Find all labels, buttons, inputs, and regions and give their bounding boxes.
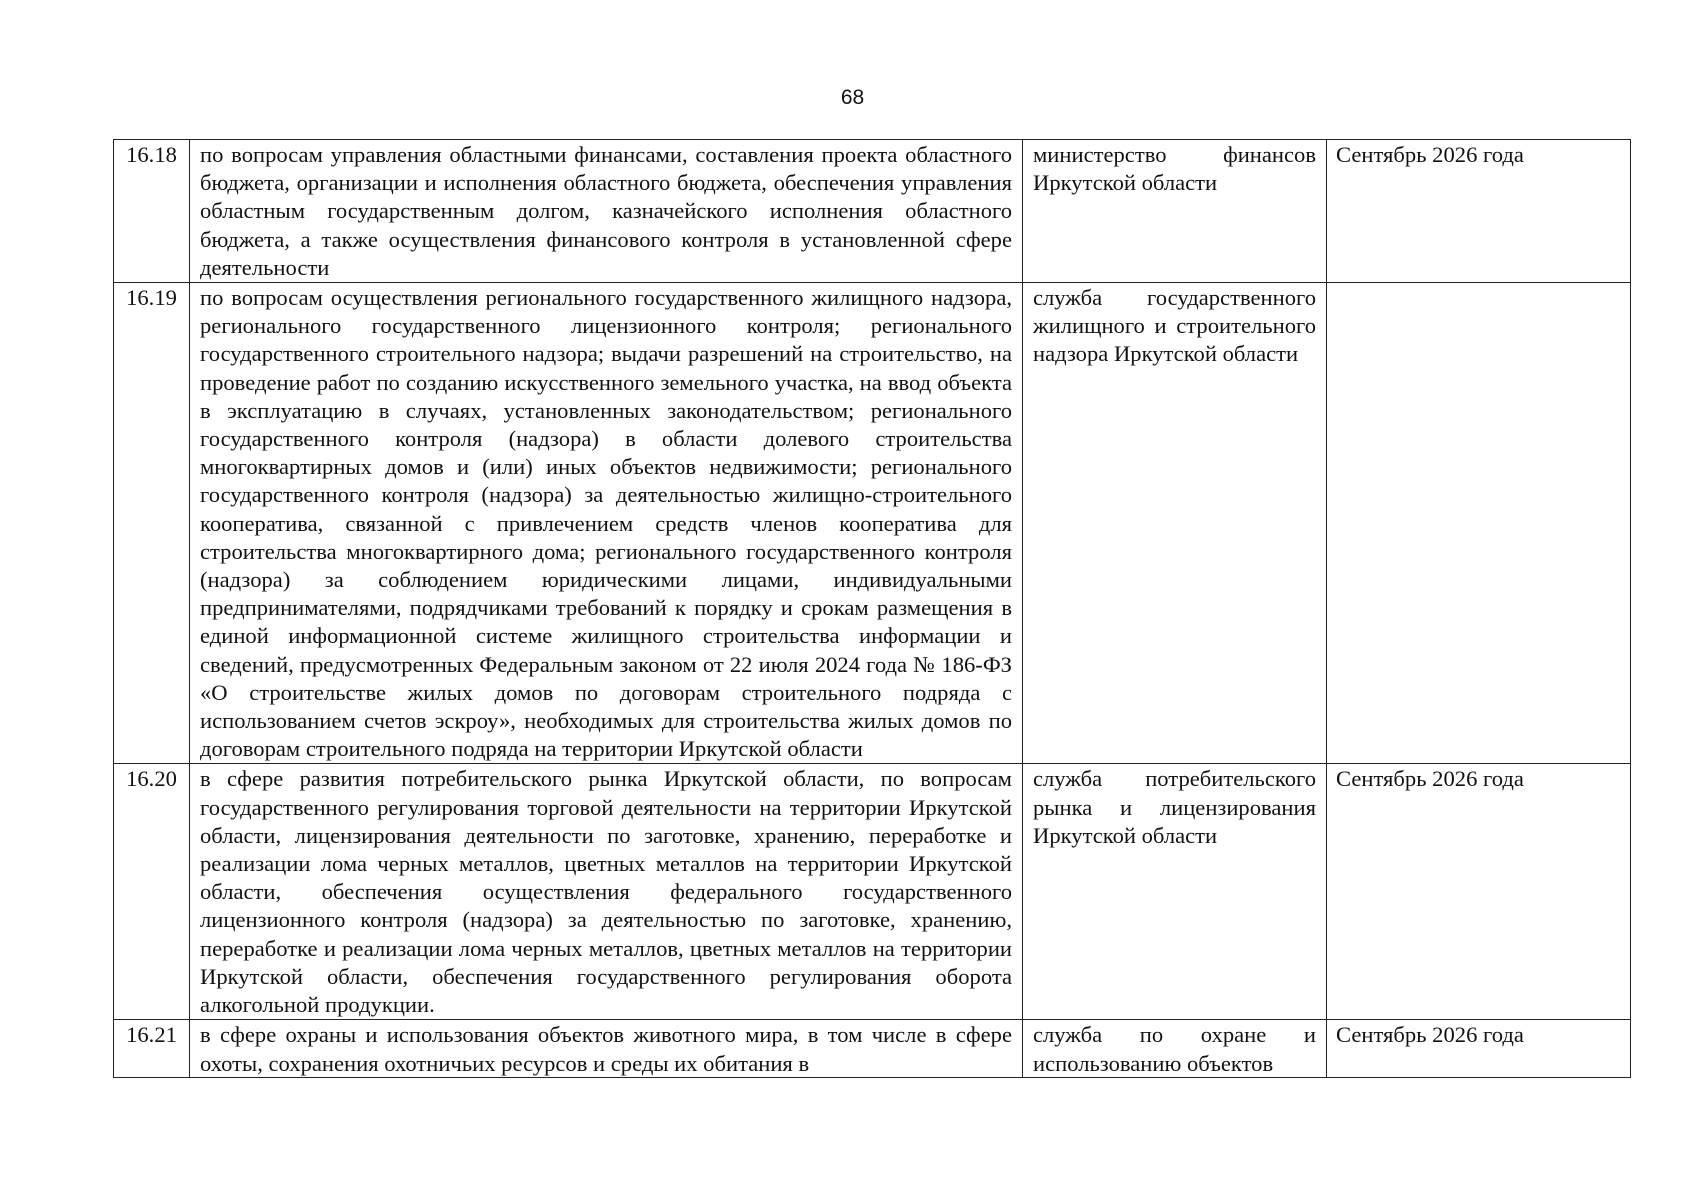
row-deadline xyxy=(1327,1020,1631,1078)
row-deadline: Сентябрь 2026 года xyxy=(1327,140,1631,283)
row-deadline-text: Сентябрь 2026 года xyxy=(1336,1022,1524,1048)
table-row xyxy=(114,764,1631,1020)
row-organization-text: служба по охране и использованию объектов xyxy=(1033,1022,1316,1076)
page-number: 68 xyxy=(840,86,865,109)
row-deadline: Сентябрь 2026 года xyxy=(1327,764,1631,1020)
measures-table xyxy=(113,139,1631,1078)
row-number: 16.20 xyxy=(114,764,190,1020)
row-description-text: в сфере охраны и использования объектов животного мира, в том числе в сфере охоты, сохранения охотничьих ресурсов и среды их обитания в xyxy=(200,1022,1012,1076)
row-number xyxy=(114,1020,190,1078)
table-row xyxy=(114,283,1631,764)
row-responsible-organization: служба потребительского рынка и лицензирования Иркутской области xyxy=(1023,764,1327,1020)
row-number: 16.19 xyxy=(114,283,190,764)
row-number-text: 16.21 xyxy=(126,1022,177,1048)
row-responsible-organization: служба государственного жилищного и строительного надзора Иркутской области xyxy=(1023,283,1327,764)
row-deadline xyxy=(1327,283,1631,764)
row-description xyxy=(190,1020,1023,1078)
table-row xyxy=(114,1020,1631,1078)
row-responsible-organization: министерство финансов Иркутской области xyxy=(1023,140,1327,283)
row-description: по вопросам осуществления регионального государственного жилищного надзора, регионального государственного лицензионного контроля; регионального государственного строительного надзора; выдачи разрешений на строительство, на проведение работ по созданию искусственного земельного участка, на ввод объекта в эксплуатацию в случаях, установленных законодательством; регионального государственного контроля (надзора) в области долевого строительства многоквартирных домов и (или) иных объектов недвижимости; регионального государственного контроля (надзора) за деятельностью жилищно-строительного кооператива, связанной с привлечением средств членов кооператива для строительства многоквартирного дома; регионального государственного контроля (надзора) за соблюдением юридическими лицами, индивидуальными предпринимателями, подрядчиками требований к порядку и срокам размещения в единой информационной системе жилищного строительства информации и сведений, предусмотренных Федеральным законом от 22 июля 2024 года № 186-ФЗ «О строительстве жилых домов по договорам строительного подряда с использованием счетов эскроу», необходимых для строительства жилых домов по договорам строительного подряда на территории Иркутской области xyxy=(190,283,1023,764)
row-description: по вопросам управления областными финансами, составления проекта областного бюджета, организации и исполнения областного бюджета, обеспечения управления областным государственным долгом, казначейского исполнения областного бюджета, а также осуществления финансового контроля в установленной сфере деятельности xyxy=(190,140,1023,283)
row-description: в сфере развития потребительского рынка Иркутской области, по вопросам государственного регулирования торговой деятельности на территории Иркутской области, лицензирования деятельности по заготовке, хранению, переработке и реализации лома черных металлов, цветных металлов на территории Иркутской области, обеспечения осуществления федерального государственного лицензионного контроля (надзора) за деятельностью по заготовке, хранению, переработке и реализации лома черных металлов, цветных металлов на территории Иркутской области, обеспечения государственного регулирования оборота алкогольной продукции. xyxy=(190,764,1023,1020)
row-number: 16.18 xyxy=(114,140,190,283)
table-row xyxy=(114,140,1631,283)
row-responsible-organization xyxy=(1023,1020,1327,1078)
